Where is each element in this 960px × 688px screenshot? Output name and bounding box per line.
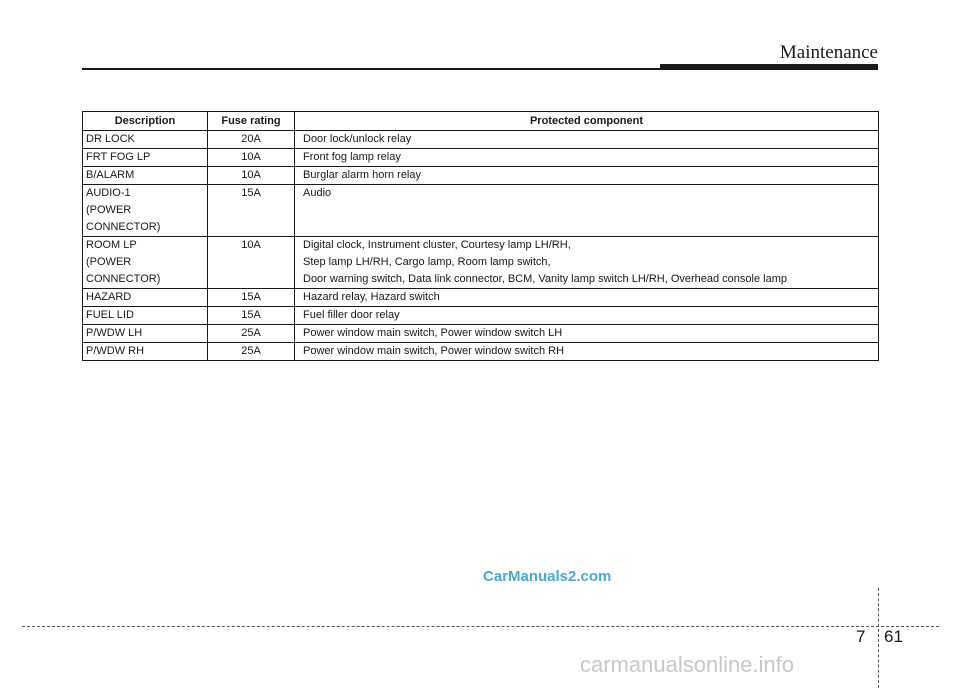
- cell-description: [83, 289, 208, 307]
- chapter-number: 7: [856, 627, 866, 646]
- cell-protected-component: [295, 185, 879, 237]
- table-header-row: [83, 112, 879, 131]
- cell-fuse-rating: 10A: [208, 237, 295, 289]
- description-line: (POWER: [86, 256, 132, 268]
- table-row: [83, 343, 879, 361]
- footer-dashed-divider: [878, 588, 879, 688]
- page-number: 61: [884, 627, 903, 646]
- table-row: [83, 237, 879, 289]
- component-line: Door warning switch, Data link connector, BCM, Vanity lamp switch LH/RH, Overhead console lamp: [303, 273, 787, 285]
- cell-description: [83, 167, 208, 185]
- cell-description: [83, 131, 208, 149]
- description-line: B/ALARM: [86, 169, 135, 181]
- table-row: [83, 149, 879, 167]
- cell-description: [83, 185, 208, 237]
- description-line: FUEL LID: [86, 309, 134, 321]
- description-line: CONNECTOR): [86, 221, 161, 233]
- description-line: CONNECTOR): [86, 273, 161, 285]
- cell-protected-component: [295, 343, 879, 361]
- description-line: (POWER: [86, 204, 132, 216]
- cell-description: [83, 325, 208, 343]
- cell-description: [83, 149, 208, 167]
- cell-protected-component: [295, 149, 879, 167]
- description-line: AUDIO-1: [86, 187, 131, 199]
- cell-fuse-rating: 15A: [208, 185, 295, 237]
- component-line: Step lamp LH/RH, Cargo lamp, Room lamp switch,: [303, 256, 551, 268]
- cell-fuse-rating: 25A: [208, 325, 295, 343]
- cell-protected-component: [295, 131, 879, 149]
- section-title: Maintenance: [779, 42, 878, 63]
- component-line: Burglar alarm horn relay: [303, 169, 421, 181]
- component-line: Front fog lamp relay: [303, 151, 401, 163]
- header-rule-thick: [660, 64, 878, 70]
- footer-dashed-rule: [22, 626, 939, 627]
- table-row: [83, 307, 879, 325]
- cell-fuse-rating: 10A: [208, 167, 295, 185]
- cell-fuse-rating: 10A: [208, 149, 295, 167]
- description-line: DR LOCK: [86, 133, 135, 145]
- description-line: HAZARD: [86, 291, 132, 303]
- cell-protected-component: [295, 167, 879, 185]
- description-line: ROOM LP: [86, 239, 137, 251]
- table-row: [83, 131, 879, 149]
- footer-site-watermark: carmanualsonline.info: [580, 652, 795, 677]
- component-line: Power window main switch, Power window switch LH: [303, 327, 563, 339]
- table-row: [83, 185, 879, 237]
- watermark-link[interactable]: CarManuals2.com: [483, 568, 612, 585]
- cell-description: [83, 237, 208, 289]
- cell-fuse-rating: 15A: [208, 289, 295, 307]
- cell-protected-component: [295, 289, 879, 307]
- cell-description: [83, 307, 208, 325]
- cell-protected-component: [295, 325, 879, 343]
- table-row: [83, 325, 879, 343]
- cell-description: [83, 343, 208, 361]
- cell-fuse-rating: 15A: [208, 307, 295, 325]
- component-line: Digital clock, Instrument cluster, Courtesy lamp LH/RH,: [303, 239, 571, 251]
- description-line: FRT FOG LP: [86, 151, 151, 163]
- description-line: P/WDW LH: [86, 327, 143, 339]
- column-header-fuse-rating: Fuse rating: [208, 112, 295, 131]
- description-line: P/WDW RH: [86, 345, 145, 357]
- cell-protected-component: [295, 307, 879, 325]
- component-line: Audio: [303, 187, 332, 199]
- component-line: Hazard relay, Hazard switch: [303, 291, 440, 303]
- table-row: [83, 167, 879, 185]
- header-rule-thin: [82, 68, 660, 70]
- cell-fuse-rating: 25A: [208, 343, 295, 361]
- component-line: Fuel filler door relay: [303, 309, 400, 321]
- component-line: Door lock/unlock relay: [303, 133, 412, 145]
- component-line: Power window main switch, Power window switch RH: [303, 345, 565, 357]
- cell-protected-component: [295, 237, 879, 289]
- column-header-description: Description: [83, 112, 208, 131]
- fuse-table: [82, 111, 879, 361]
- column-header-protected-component: Protected component: [295, 112, 879, 131]
- cell-fuse-rating: 20A: [208, 131, 295, 149]
- table-row: [83, 289, 879, 307]
